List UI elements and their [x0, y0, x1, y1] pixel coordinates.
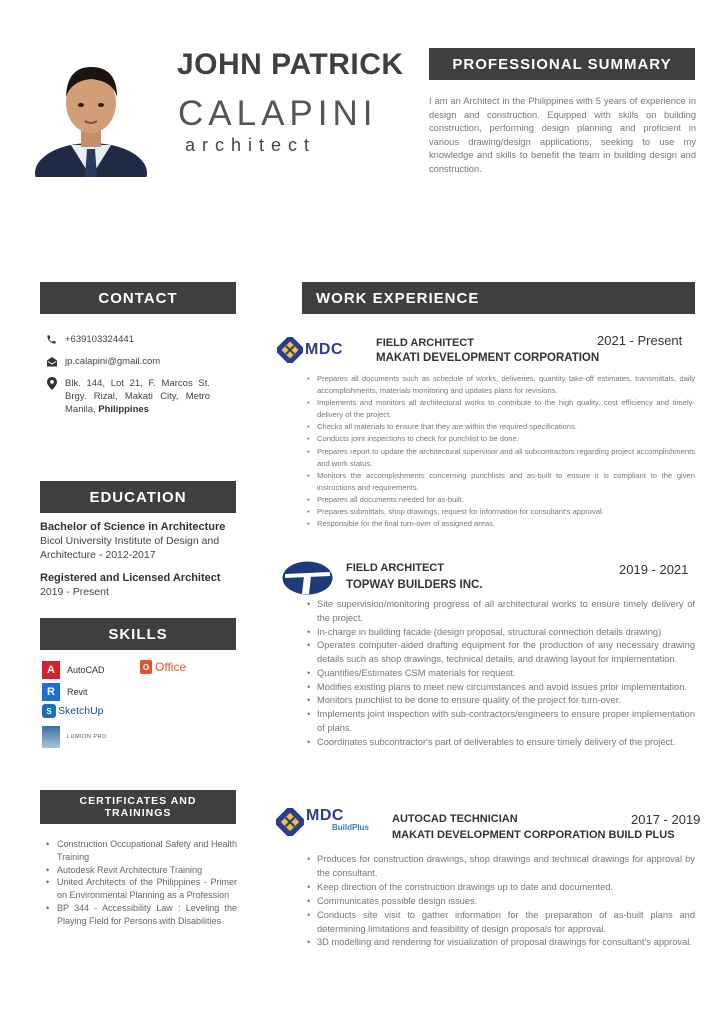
sketchup-icon: S: [42, 704, 56, 718]
autocad-icon: A: [42, 661, 60, 679]
list-item: • Conducts joint inspections to check for punchlist to be done.: [305, 433, 695, 445]
job-duties: [305, 853, 695, 950]
list-item: • Prepares all documents such as schedule of works, deliveries, quantity take-off estimates, transmittals, daily accomplishments, materials monitoring and updates plans for revisions.: [305, 373, 695, 397]
list-item: • Communicates possible design issues.: [305, 895, 695, 909]
phone-number: +639103324441: [65, 334, 134, 345]
list-item: • Quantifies/Estimates CSM materials for request.: [305, 667, 695, 681]
mail-icon: [45, 355, 58, 368]
summary-heading: PROFESSIONAL SUMMARY: [429, 48, 695, 80]
contact-heading: CONTACT: [40, 282, 236, 314]
list-item: • Coordinates subcontractor's part of deliverables to ensure timely delivery of the project.: [305, 736, 695, 750]
job-duties: [305, 373, 695, 530]
skill-sketchup: S SketchUp: [42, 704, 104, 718]
first-name: JOHN PATRICK: [177, 48, 404, 81]
list-item: • Conducts site visit to gather information for the preparation of as-built plans and determining limitations and feasibility of design proposals for approval.: [305, 909, 695, 937]
list-item: • Autodesk Revit Architecture Training: [45, 864, 237, 877]
list-item: • Prepares submittals, shop drawings, request for information for consultant's approval.: [305, 506, 695, 518]
license: Registered and Licensed Architect: [40, 572, 221, 584]
summary-text: I am an Architect in the Philippines with 5 years of experience in design and construction. Equipped with skills on building construction, performing design planning and proficient in various drawing/design applications, seeking to use my knowledge and skills to benefit the team in building design and construction.: [429, 96, 696, 174]
job-duties: [305, 598, 695, 749]
job-company: TOPWAY BUILDERS INC.: [346, 579, 483, 591]
list-item: • Implements and monitors all architectural works to contribute to the high quality, cost efficiency and timely-delivery of the project.: [305, 397, 695, 421]
list-item: • Monitors punchlist to be done to ensure quality of the project for turn-over.: [305, 694, 695, 708]
last-name: CALAPINI: [178, 94, 378, 133]
job-dates: 2021 - Present: [597, 333, 683, 348]
phone-icon: [45, 333, 58, 346]
education-section: [40, 520, 260, 599]
job-role: architect: [185, 135, 317, 155]
location-pin-icon: [45, 377, 58, 390]
skill-office: O Office: [140, 660, 186, 674]
skill-autocad: A AutoCAD: [42, 661, 105, 679]
list-item: • United Architects of the Philippines - Primer on Environmental Planning as a Profession: [45, 876, 237, 902]
contact-email: [45, 355, 235, 368]
certificates-list: [45, 838, 237, 928]
buildplus-logo-text: BuildPlus: [332, 823, 369, 832]
mdc-logo: [277, 337, 343, 363]
job-title: FIELD ARCHITECT: [346, 562, 444, 574]
contact-list: [45, 333, 235, 425]
list-item: • Keep direction of the construction drawings up to date and documented.: [305, 881, 695, 895]
list-item: • Prepares all documents needed for as-built.: [305, 494, 695, 506]
profile-photo: [35, 45, 147, 177]
list-item: • Modifies existing plans to meet new circumstances and avoid issues prior implementation.: [305, 681, 695, 695]
job-dates: 2017 - 2019: [631, 812, 701, 827]
list-item: • In-charge in building facade (design proposal, structural connection details drawing): [305, 626, 695, 640]
job-title: AUTOCAD TECHNICIAN: [392, 813, 518, 825]
contact-phone: [45, 333, 235, 346]
address-country: Philippines: [98, 404, 149, 415]
mdc-buildplus-logo: [276, 808, 369, 836]
list-item: • BP 344 - Accessibility Law : Leveling the Playing Field for Persons with Disabilities: [45, 902, 237, 928]
skills-heading: SKILLS: [40, 618, 236, 650]
school: Bicol University Institute of Design and Architecture - 2012-2017: [40, 535, 220, 561]
revit-icon: R: [42, 683, 60, 701]
degree: Bachelor of Science in Architecture: [40, 521, 226, 533]
mdc-logo-text: MDC: [305, 341, 343, 358]
office-icon: O: [140, 660, 152, 674]
job-dates: 2019 - 2021: [619, 562, 689, 577]
list-item: • Operates computer-aided drafting equipment for the production of any necessary drawing details such as shop drawings, technical details, and drawing layout for implementation.: [305, 639, 695, 667]
topway-logo-graphic: [282, 561, 333, 595]
list-item: • Prepares report to update the architectural supervisor and all subcontractors regarding project accomplishments and work status.: [305, 446, 695, 470]
skill-revit: R Revit: [42, 683, 88, 701]
list-item: • Construction Occupational Safety and Health Training: [45, 838, 237, 864]
email-address: jp.calapini@gmail.com: [65, 356, 161, 367]
list-item: • Produces for construction drawings, shop drawings and technical drawings for approval by the consultant.: [305, 853, 695, 881]
list-item: • Responsible for the final turn-over of assigned areas.: [305, 518, 695, 530]
education-heading: EDUCATION: [40, 481, 236, 513]
address-text: Blk. 144, Lot 21, F. Marcos St. Brgy. Rizal, Makati City, Metro Manila,: [65, 378, 210, 415]
mdc-buildplus-logo-text: MDC: [306, 807, 344, 824]
job-company: MAKATI DEVELOPMENT CORPORATION BUILD PLUS: [392, 829, 675, 841]
list-item: • Monitors the accomplishments concerning punchlists and as-built to ensure it is compliant to the given instructions and requirements.: [305, 470, 695, 494]
list-item: • 3D modelling and rendering for visualization of proposal drawings for consultant's approval.: [305, 936, 695, 950]
skill-lumion: LUMION PRO: [42, 726, 107, 748]
list-item: • Implements joint inspection with sub-contractors/engineers to ensure proper implementation of plans.: [305, 708, 695, 736]
job-company: MAKATI DEVELOPMENT CORPORATION: [376, 352, 600, 364]
list-item: • Site supervision/monitoring progress of all architectural works to ensure timely delivery of the project.: [305, 598, 695, 626]
contact-address: [45, 377, 235, 416]
job-title: FIELD ARCHITECT: [376, 337, 474, 349]
license-years: 2019 - Present: [40, 586, 109, 598]
work-heading: WORK EXPERIENCE: [302, 282, 695, 314]
lumion-icon: [42, 726, 60, 748]
list-item: • Checks all materials to ensure that they are within the required specifications.: [305, 421, 695, 433]
certificates-heading: CERTIFICATES AND TRAININGS: [40, 790, 236, 824]
topway-logo: [282, 561, 333, 595]
